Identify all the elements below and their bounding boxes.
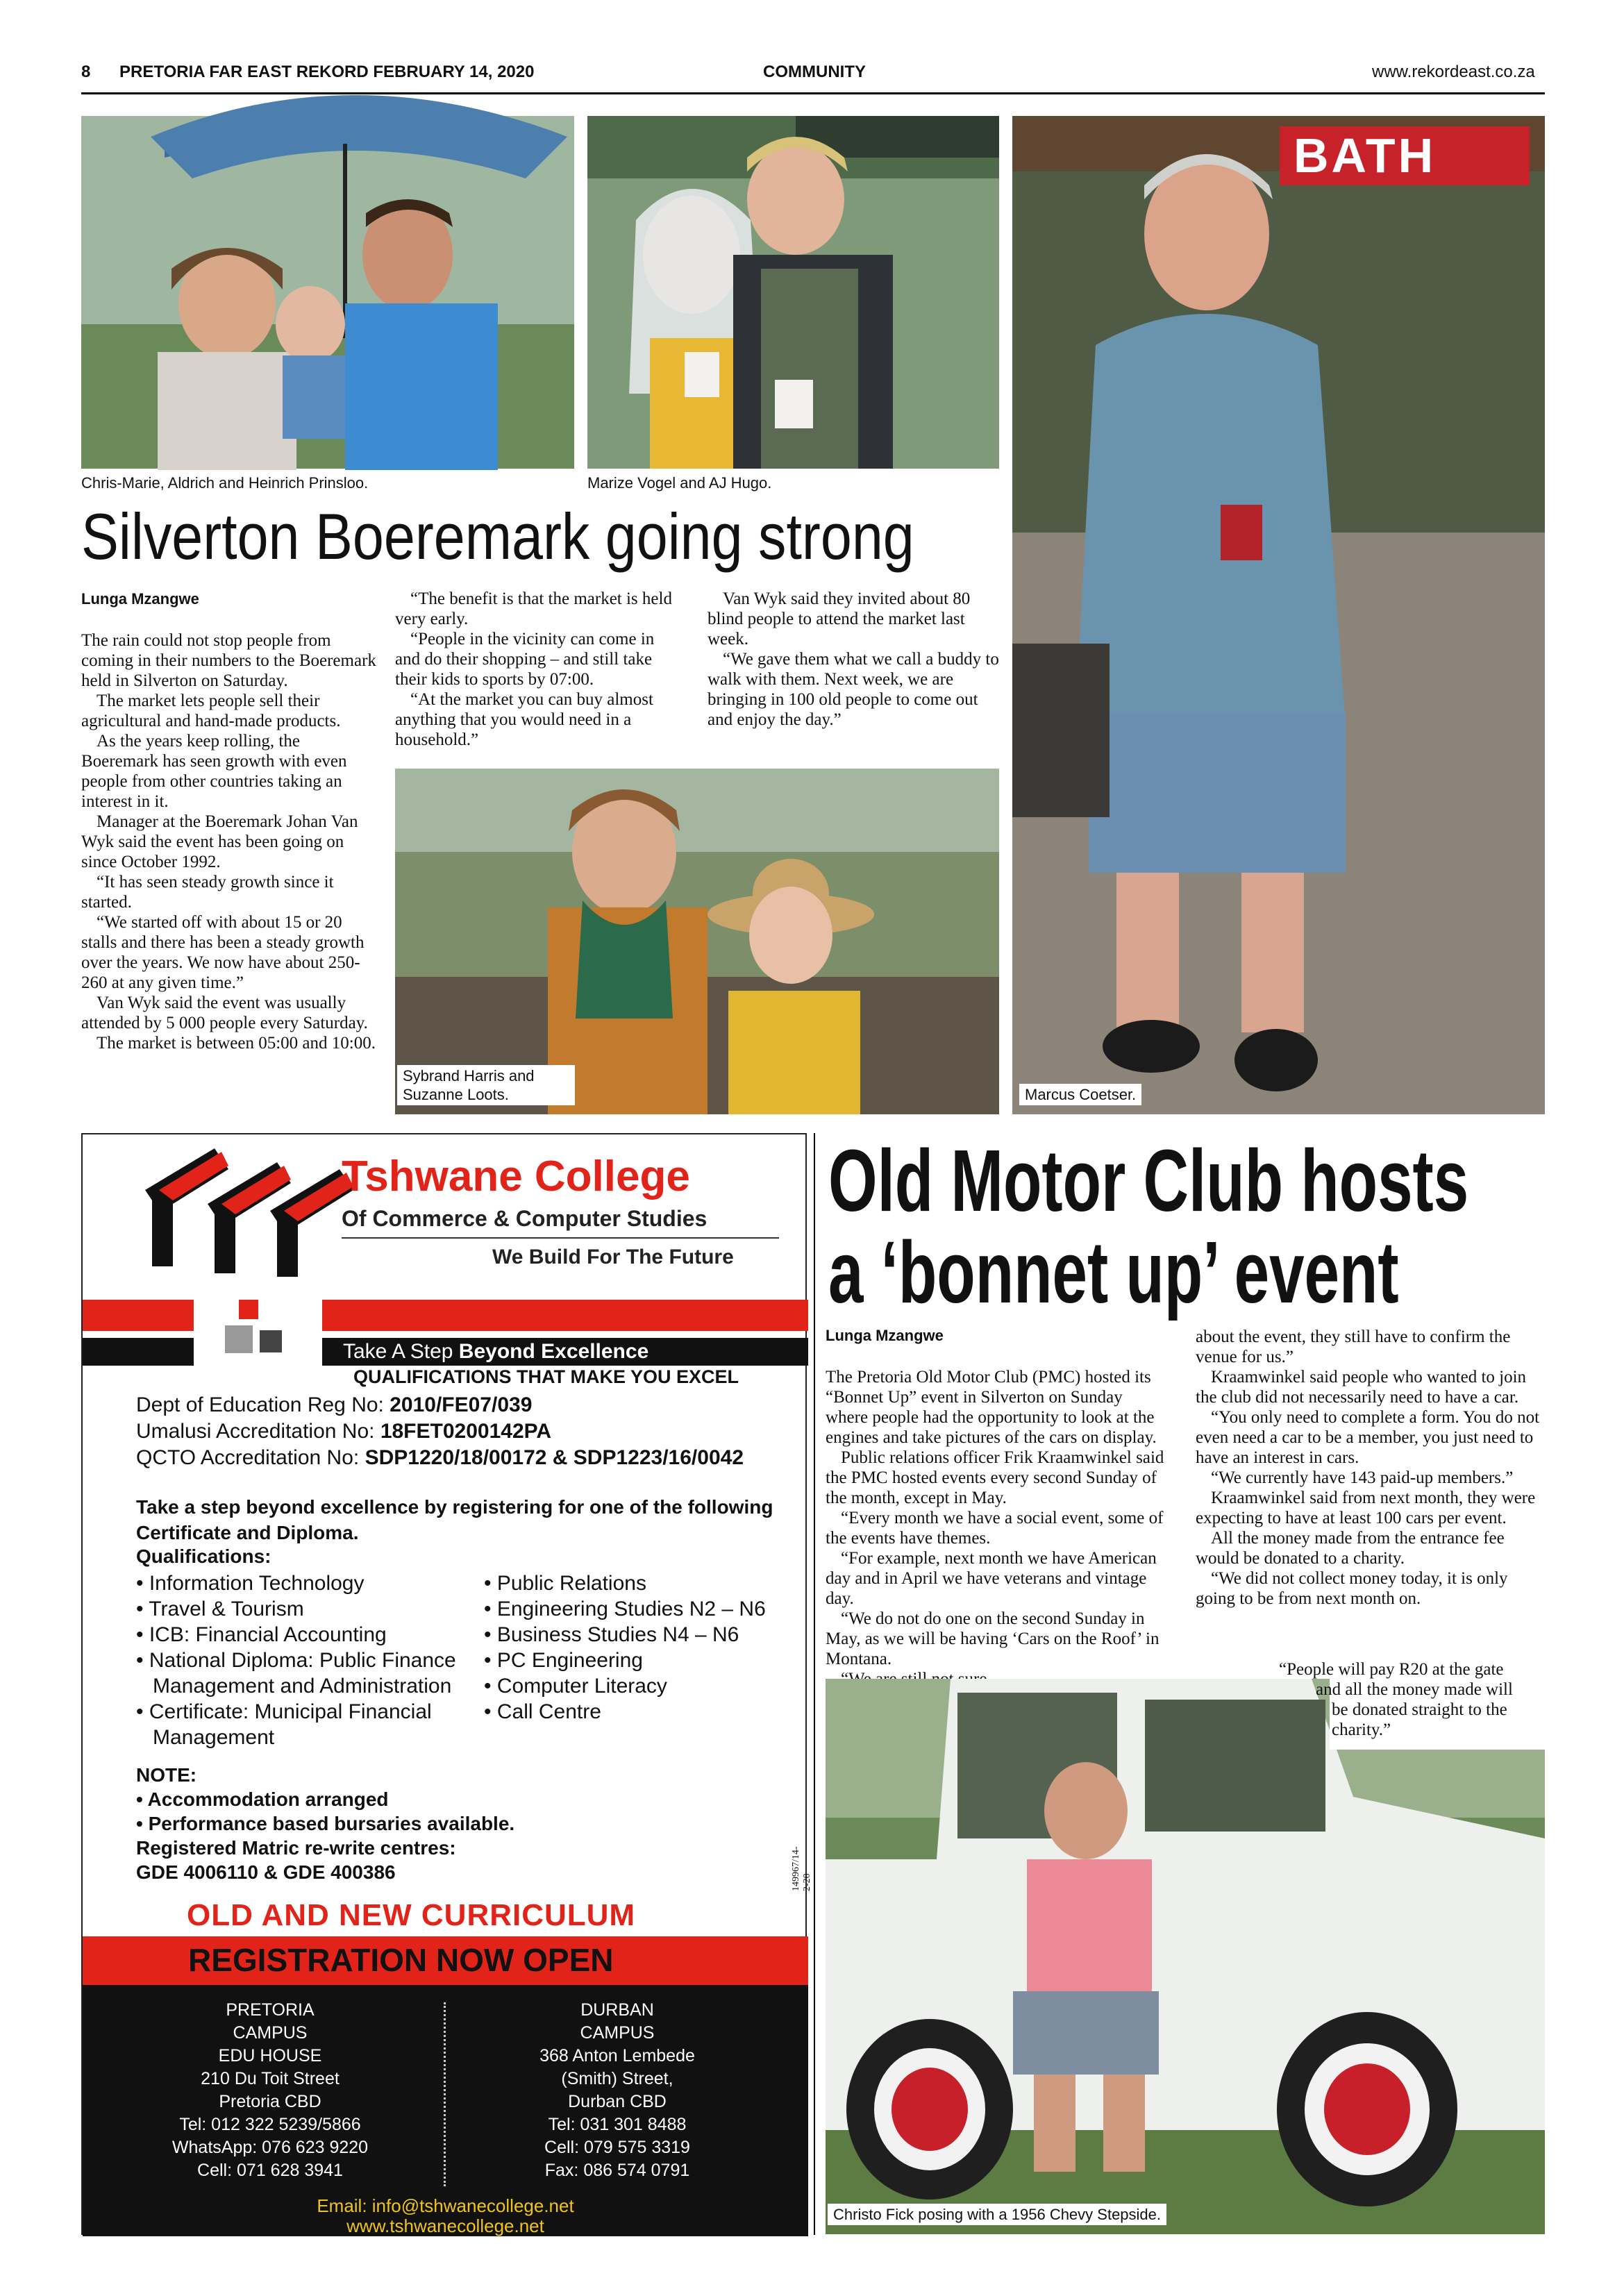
- college-website-link[interactable]: www.tshwanecollege.net: [346, 2215, 544, 2236]
- college-subtitle: Of Commerce & Computer Studies: [342, 1206, 708, 1231]
- list-item: • Certificate: Municipal Financial: [136, 1700, 432, 1723]
- story1-column-2: [395, 589, 680, 750]
- stall-sign: BATH: [1280, 126, 1530, 185]
- story2-byline: Lunga Mzangwe: [826, 1327, 944, 1344]
- website-link[interactable]: www.rekordeast.co.za: [1372, 62, 1535, 81]
- caption-prinsloo: Chris-Marie, Aldrich and Heinrich Prinsloo.: [81, 474, 369, 492]
- caption-chevy: Christo Fick posing with a 1956 Chevy Stepside.: [828, 2204, 1166, 2225]
- reg-line-qcto: QCTO Accreditation No: SDP1220/18/00172 & SDP1223/16/0042: [136, 1446, 744, 1469]
- durban-campus: DURBAN CAMPUS 368 Anton Lembede (Smith) Street, Durban CBD Tel: 031 301 8488 Cell: 079 575 3319 Fax: 086 574 0791: [539, 2000, 695, 2180]
- paragraph: “We did not collect money today, it is only going to be from next month on.: [1196, 1569, 1508, 1608]
- tagline-bar: [322, 1338, 808, 1366]
- paragraph: The Pretoria Old Motor Club (PMC) hosted its “Bonnet Up” event in Silverton on Sunday where people had the opportunity to look at the engines and take pictures of the cars on display.: [826, 1368, 1157, 1447]
- story1-column-3: [708, 589, 999, 730]
- paragraph: “People in the vicinity can come in and do their shopping – and still take their kids to sports by 07:00.: [395, 630, 655, 689]
- ad-intro: Take a step beyond excellence by registering for one of the following Certificate and Diploma.: [136, 1496, 773, 1543]
- registration-banner: REGISTRATION NOW OPEN: [188, 1942, 614, 1978]
- qualifications-heading: QUALIFICATIONS THAT MAKE YOU EXCEL: [353, 1366, 739, 1387]
- list-item: • Call Centre: [484, 1700, 601, 1723]
- list-item: • PC Engineering: [484, 1649, 643, 1672]
- caption-vogel: Marize Vogel and AJ Hugo.: [587, 474, 772, 492]
- college-motto: We Build For The Future: [492, 1246, 734, 1268]
- list-item: • ICB: Financial Accounting: [136, 1623, 387, 1646]
- list-item: • Travel & Tourism: [136, 1598, 304, 1620]
- list-item: • Information Technology: [136, 1572, 365, 1595]
- paragraph: As the years keep rolling, the Boeremark has seen growth with even people from other countries taking an interest in it.: [81, 732, 347, 811]
- list-item: • National Diploma: Public Finance: [136, 1649, 456, 1672]
- paragraph: Van Wyk said the event was usually attended by 5 000 people every Saturday.: [81, 994, 368, 1032]
- photo-chevy-stepside: [826, 1679, 1545, 2234]
- paragraph: “Every month we have a social event, some of the events have themes.: [826, 1509, 1164, 1548]
- paragraph: “We gave them what we call a buddy to walk with them. Next week, we are bringing in 100 old people to come out and enjoy the day.”: [708, 650, 999, 729]
- pretoria-campus: PRETORIA CAMPUS EDU HOUSE 210 Du Toit Street Pretoria CBD Tel: 012 322 5239/5866 WhatsApp: 076 623 9220 Cell: 071 628 3941: [171, 2000, 369, 2180]
- page-number: 8: [81, 62, 91, 81]
- paragraph: “You only need to complete a form. You do not even need a car to be a member, you just need to have an interest in cars.: [1196, 1408, 1540, 1467]
- reg-line-umalusi: Umalusi Accreditation No: 18FET0200142PA: [136, 1420, 552, 1443]
- paragraph: Public relations officer Frik Kraamwinkel said the PMC hosted events every second Sunday of the month, except in May.: [826, 1448, 1164, 1507]
- paragraph: “We do not do one on the second Sunday in May, as we will be having ‘Cars on the Roof’ in Montana.: [826, 1609, 1160, 1668]
- red-bar-right: [322, 1300, 808, 1331]
- photo-vogel-hugo: [587, 116, 999, 469]
- paragraph: “At the market you can buy almost anything that you would need in a household.”: [395, 690, 653, 749]
- paragraph: Manager at the Boeremark Johan Van Wyk said the event has been going on since October 1992.: [81, 812, 358, 871]
- story2-column-1: [826, 1367, 1169, 1689]
- paragraph: Van Wyk said they invited about 80 blind people to attend the market last week.: [708, 589, 971, 648]
- caption-coetser: Marcus Coetser.: [1019, 1084, 1141, 1105]
- divider: [342, 1237, 779, 1239]
- paragraph: Kraamwinkel said people who wanted to join the club did not necessarily need to have a car.: [1196, 1368, 1527, 1407]
- paragraph: All the money made from the entrance fee would be donated to a charity.: [1196, 1529, 1505, 1568]
- list-item: • Engineering Studies N2 – N6: [484, 1598, 766, 1620]
- reg-line-doe: Dept of Education Reg No: 2010/FE07/039: [136, 1393, 533, 1416]
- red-bar-left: [83, 1300, 194, 1331]
- paragraph: “The benefit is that the market is held very early.: [395, 589, 672, 628]
- column-rule: [814, 1133, 815, 2235]
- list-item: Management: [153, 1726, 275, 1749]
- paragraph: The market lets people sell their agricultural and hand-made products.: [81, 692, 341, 730]
- list-item: • Computer Literacy: [484, 1675, 667, 1698]
- curriculum-banner: OLD AND NEW CURRICULUM: [187, 1898, 636, 1932]
- dark-square: [260, 1330, 282, 1352]
- note-block: NOTE: • Accommodation arranged • Performance based bursaries available. Registered Matric re-write centres: GDE 4006110 & GDE 400386: [136, 1764, 515, 1883]
- section-label: COMMUNITY: [763, 62, 866, 81]
- grey-square: [225, 1325, 253, 1353]
- paragraph: Kraamwinkel said from next month, they were expecting to have at least 100 cars per event.: [1196, 1489, 1536, 1527]
- header-rule: [81, 92, 1545, 94]
- story2-headline-line2: a ‘bonnet up’ event: [828, 1223, 1399, 1321]
- publication-dateline: PRETORIA FAR EAST REKORD FEBRUARY 14, 2020: [119, 62, 535, 81]
- photo-harris-loots: [395, 769, 999, 1114]
- paragraph: The rain could not stop people from coming in their numbers to the Boeremark held in Silverton on Saturday.: [81, 631, 376, 690]
- tail-line: be donated straight to the: [1332, 1700, 1507, 1719]
- tagline-bold: Beyond Excellence: [458, 1340, 649, 1363]
- story2-column-2: [1196, 1327, 1543, 1609]
- paragraph: about the event, they still have to confirm the venue for us.”: [1196, 1327, 1511, 1366]
- paragraph: The market is between 05:00 and 10:00.: [97, 1034, 376, 1053]
- caption-harris: Sybrand Harris and Suzanne Loots.: [397, 1065, 575, 1105]
- paragraph: “We started off with about 15 or 20 stalls and there has been a steady growth over the years. We now have about 250-260 at any given time.”: [81, 913, 365, 992]
- qualifications-label: Qualifications:: [136, 1545, 271, 1567]
- tail-line: “People will pay R20 at the gate: [1279, 1660, 1504, 1679]
- qualifications-list-right: [484, 1570, 796, 1725]
- story2-headline-line1: Old Motor Club hosts: [828, 1132, 1469, 1230]
- qualifications-list-left: [136, 1570, 483, 1750]
- black-bar-left: [83, 1338, 194, 1366]
- list-item: • Public Relations: [484, 1572, 646, 1595]
- photo-marcus-coetser: [1012, 116, 1545, 1114]
- tail-line: charity.”: [1332, 1720, 1391, 1739]
- tail-line: and all the money made will: [1316, 1680, 1513, 1699]
- story1-column-1: [81, 630, 376, 1053]
- story1-headline: Silverton Boeremark going strong: [81, 500, 914, 573]
- paragraph: “It has seen steady growth since it started.: [81, 873, 334, 912]
- photo-prinsloo-family: [81, 116, 574, 469]
- red-square: [239, 1300, 258, 1319]
- ad-ref-code: 149967/14-2-20: [791, 1846, 812, 1891]
- tshwane-college-advert: [81, 1133, 812, 2236]
- paragraph: “For example, next month we have American day and in April we have veterans and vintage day.: [826, 1549, 1157, 1608]
- campus-divider: [444, 2002, 446, 2186]
- email-link[interactable]: Email: info@tshwanecollege.net: [317, 2195, 574, 2216]
- paragraph: “We currently have 143 paid-up members.”: [1211, 1468, 1514, 1487]
- story2-column-2-tail: [1196, 1659, 1543, 1740]
- story1-byline: Lunga Mzangwe: [81, 590, 199, 607]
- tagline-prefix: Take A Step: [343, 1340, 459, 1363]
- list-item: Management and Administration: [153, 1675, 452, 1698]
- list-item: • Business Studies N4 – N6: [484, 1623, 739, 1646]
- college-name: Tshwane College: [342, 1153, 690, 1200]
